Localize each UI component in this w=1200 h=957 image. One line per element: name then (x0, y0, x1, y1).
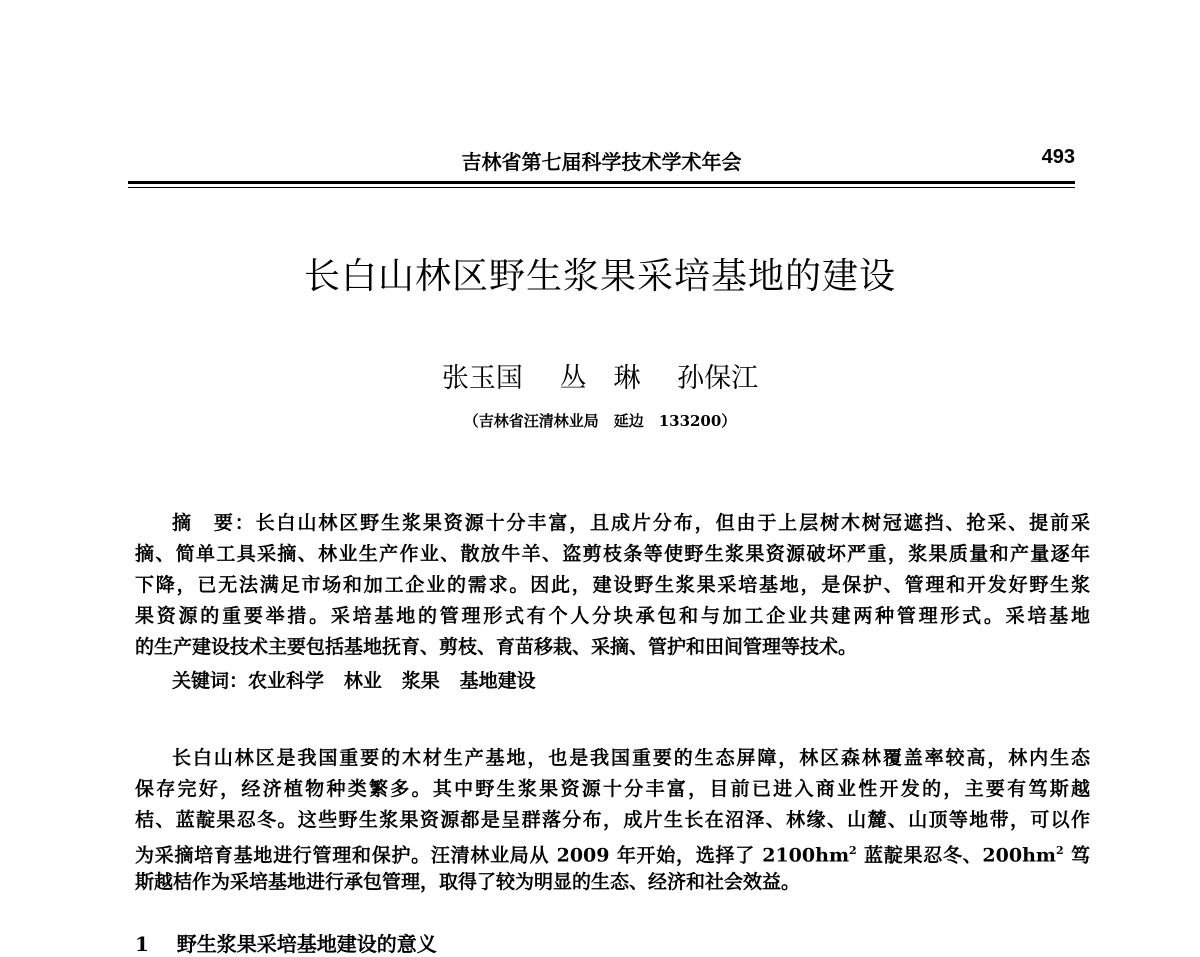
body-line: 为采摘培育基地进行管理和保护。汪清林业局从 2009 年开始，选择了 $2100hm^2$ 蓝靛果忍冬、$200hm^2$ 笃 (135, 844, 1090, 867)
body-line: 斯越桔作为采培基地进行承包管理，取得了较为明显的生态、经济和社会效益。 (135, 871, 801, 893)
author: 丛 琳 (559, 363, 641, 394)
running-header (128, 146, 1075, 176)
author: 孙保江 (677, 363, 759, 394)
body-line: 桔、蓝靛果忍冬。这些野生浆果资源都是呈群落分布，成片生长在沼泽、林缘、山麓、山顶等地带，可以作 (135, 809, 1090, 831)
body-line: 保存完好，经济植物种类繁多。其中野生浆果资源十分丰富，目前已进入商业性开发的，主要有笃斯越 (135, 778, 1090, 800)
affiliation: （吉林省汪清林业局 延边 133200） (463, 412, 737, 430)
paper-title: 长白山林区野生浆果采培基地的建设 (303, 256, 896, 297)
keywords-label: 关键词： (172, 670, 249, 692)
abstract-line: 摘、简单工具采摘、林业生产作业、散放牛羊、盗剪枝条等使野生浆果资源破坏严重，浆果质量和产量逐年 (135, 543, 1090, 565)
authors (0, 356, 1200, 395)
header-rule-thick (128, 181, 1075, 184)
journal-name: 吉林省第七届科学技术学术年会 (461, 150, 742, 174)
section-heading: 1 野生浆果采培基地建设的意义 (135, 932, 437, 956)
author: 张玉国 (441, 363, 523, 394)
abstract-line: 摘 要：长白山林区野生浆果资源十分丰富，且成片分布，但由于上层树木树冠遮挡、抢采、提前采 (172, 512, 1090, 534)
keywords: 关键词：农业科学 林业 浆果 基地建设 (172, 670, 536, 692)
abstract-line: 果资源的重要举措。采培基地的管理形式有个人分块承包和与加工企业共建两种管理形式。采培基地 (135, 605, 1090, 627)
body-line: 长白山林区是我国重要的木材生产基地，也是我国重要的生态屏障，林区森林覆盖率较高，林内生态 (172, 747, 1090, 769)
abstract-line: 下降，已无法满足市场和加工企业的需求。因此，建设野生浆果采培基地，是保护、管理和开发好野生浆 (135, 574, 1090, 596)
page-number: 493 (1041, 146, 1075, 168)
header-rule-thin (128, 187, 1075, 188)
abstract-label: 摘 要： (172, 512, 256, 534)
abstract-line: 的生产建设技术主要包括基地抚育、剪枝、育苗移栽、采摘、管护和田间管理等技术。 (135, 636, 858, 658)
